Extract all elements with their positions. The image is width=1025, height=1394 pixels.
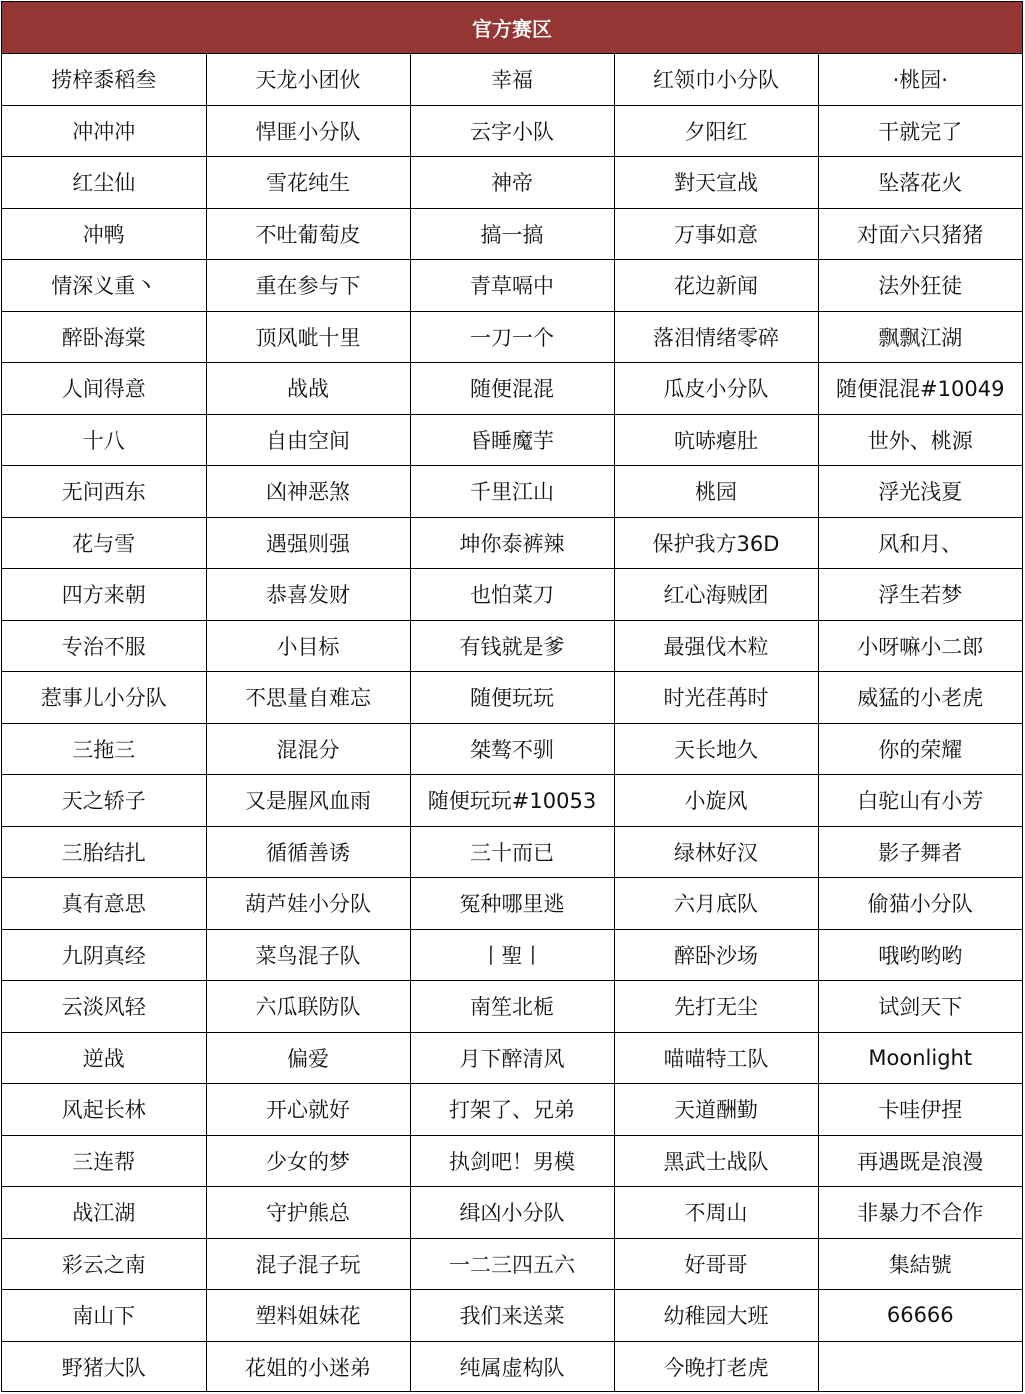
team-name-cell: 遇强则强 xyxy=(206,517,410,569)
team-name-cell: 少女的梦 xyxy=(206,1135,410,1187)
team-name-cell: 一二三四五六 xyxy=(410,1238,614,1290)
team-name-cell: 神帝 xyxy=(410,157,614,209)
table-row xyxy=(2,1135,1022,1187)
team-name-cell: 万事如意 xyxy=(614,208,818,260)
team-name-cell: 随便玩玩 xyxy=(410,672,614,724)
team-name-cell: 花与雪 xyxy=(2,517,206,569)
team-name-cell: 66666 xyxy=(818,1290,1022,1342)
table-row xyxy=(2,1084,1022,1136)
table-row xyxy=(2,826,1022,878)
team-table xyxy=(2,54,1022,1392)
team-name-cell: 红领巾小分队 xyxy=(614,54,818,105)
team-name-cell: 恭喜发财 xyxy=(206,569,410,621)
table-row xyxy=(2,981,1022,1033)
team-name-cell: 浮光浅夏 xyxy=(818,466,1022,518)
team-name-cell: 九阴真经 xyxy=(2,929,206,981)
section-title: 官方赛区 xyxy=(2,2,1022,54)
team-name-cell: 卡哇伊捏 xyxy=(818,1084,1022,1136)
team-name-cell: 天长地久 xyxy=(614,723,818,775)
team-name-cell: 不周山 xyxy=(614,1187,818,1239)
team-name-cell: 循循善诱 xyxy=(206,826,410,878)
team-name-cell: 情深义重丶 xyxy=(2,260,206,312)
team-name-cell: 天道酬勤 xyxy=(614,1084,818,1136)
team-name-cell: 白驼山有小芳 xyxy=(818,775,1022,827)
table-row xyxy=(2,260,1022,312)
team-name-cell: 有钱就是爹 xyxy=(410,620,614,672)
table-row xyxy=(2,569,1022,621)
table-row xyxy=(2,929,1022,981)
team-name-cell: 喵喵特工队 xyxy=(614,1032,818,1084)
team-name-cell: 试剑天下 xyxy=(818,981,1022,1033)
team-name-cell: 花边新闻 xyxy=(614,260,818,312)
team-name-cell: 冤种哪里逃 xyxy=(410,878,614,930)
team-name-cell: 开心就好 xyxy=(206,1084,410,1136)
team-name-cell: 彩云之南 xyxy=(2,1238,206,1290)
team-name-cell: 绿林好汉 xyxy=(614,826,818,878)
team-name-cell: 昏睡魔芋 xyxy=(410,414,614,466)
team-name-cell: 法外狂徒 xyxy=(818,260,1022,312)
team-name-cell: 风和月、 xyxy=(818,517,1022,569)
team-name-cell: 十八 xyxy=(2,414,206,466)
team-name-cell: 桀骜不驯 xyxy=(410,723,614,775)
team-name-cell: 时光荏苒时 xyxy=(614,672,818,724)
team-name-cell: 专治不服 xyxy=(2,620,206,672)
table-row xyxy=(2,414,1022,466)
table-row xyxy=(2,878,1022,930)
team-name-cell: 天之轿子 xyxy=(2,775,206,827)
team-name-cell: 又是腥风血雨 xyxy=(206,775,410,827)
team-name-cell: 逆战 xyxy=(2,1032,206,1084)
team-name-cell: 红尘仙 xyxy=(2,157,206,209)
team-name-cell: 混混分 xyxy=(206,723,410,775)
table-row xyxy=(2,672,1022,724)
table-row xyxy=(2,105,1022,157)
table-row xyxy=(2,1341,1022,1392)
team-name-cell: 花姐的小迷弟 xyxy=(206,1341,410,1392)
team-name-cell: 红心海贼团 xyxy=(614,569,818,621)
team-name-cell: 偏爱 xyxy=(206,1032,410,1084)
team-name-cell: 偷猫小分队 xyxy=(818,878,1022,930)
team-name-cell: 落泪情绪零碎 xyxy=(614,311,818,363)
table-row xyxy=(2,723,1022,775)
team-name-cell: 缉凶小分队 xyxy=(410,1187,614,1239)
team-name-cell: 无问西东 xyxy=(2,466,206,518)
team-name-cell: 葫芦娃小分队 xyxy=(206,878,410,930)
team-name-cell: 夕阳红 xyxy=(614,105,818,157)
team-name-cell: 哦哟哟哟 xyxy=(818,929,1022,981)
team-name-cell: 战战 xyxy=(206,363,410,415)
team-name-cell: 集結號 xyxy=(818,1238,1022,1290)
team-name-cell: 冲鸭 xyxy=(2,208,206,260)
team-name-cell: 你的荣耀 xyxy=(818,723,1022,775)
table-row xyxy=(2,311,1022,363)
team-name-cell: 青草嗝中 xyxy=(410,260,614,312)
team-name-cell: 三胎结扎 xyxy=(2,826,206,878)
team-name-cell: 守护熊总 xyxy=(206,1187,410,1239)
table-row xyxy=(2,157,1022,209)
team-name-cell: 纯属虚构队 xyxy=(410,1341,614,1392)
team-name-cell: 风起长林 xyxy=(2,1084,206,1136)
team-roster-sheet xyxy=(1,1,1023,1392)
team-name-cell: 打架了、兄弟 xyxy=(410,1084,614,1136)
table-row xyxy=(2,1238,1022,1290)
team-name-cell: ·桃园· xyxy=(818,54,1022,105)
team-name-cell: 也怕菜刀 xyxy=(410,569,614,621)
team-name-cell: 不思量自难忘 xyxy=(206,672,410,724)
team-name-cell: 三连帮 xyxy=(2,1135,206,1187)
team-name-cell: 三十而已 xyxy=(410,826,614,878)
table-row xyxy=(2,620,1022,672)
team-name-cell: 搞一搞 xyxy=(410,208,614,260)
team-name-cell: 干就完了 xyxy=(818,105,1022,157)
team-name-cell: 不吐葡萄皮 xyxy=(206,208,410,260)
team-name-cell: 丨聖丨 xyxy=(410,929,614,981)
table-row xyxy=(2,466,1022,518)
team-name-cell: Moonlight xyxy=(818,1032,1022,1084)
table-row xyxy=(2,54,1022,105)
team-name-cell: 对面六只猪猪 xyxy=(818,208,1022,260)
team-name-cell: 顶风呲十里 xyxy=(206,311,410,363)
table-row xyxy=(2,517,1022,569)
team-name-cell: 冲冲冲 xyxy=(2,105,206,157)
team-name-cell: 千里江山 xyxy=(410,466,614,518)
team-name-cell: 野猪大队 xyxy=(2,1341,206,1392)
team-name-cell: 黑武士战队 xyxy=(614,1135,818,1187)
team-name-cell: 惹事儿小分队 xyxy=(2,672,206,724)
team-name-cell: 世外、桃源 xyxy=(818,414,1022,466)
team-name-cell: 今晚打老虎 xyxy=(614,1341,818,1392)
team-name-cell: 南笙北栀 xyxy=(410,981,614,1033)
team-name-cell: 云淡风轻 xyxy=(2,981,206,1033)
team-name-cell: 好哥哥 xyxy=(614,1238,818,1290)
team-name-cell: 非暴力不合作 xyxy=(818,1187,1022,1239)
team-name-cell: 三拖三 xyxy=(2,723,206,775)
team-name-cell: 再遇既是浪漫 xyxy=(818,1135,1022,1187)
team-name-cell: 重在参与下 xyxy=(206,260,410,312)
table-row xyxy=(2,363,1022,415)
team-name-cell: 菜鸟混子队 xyxy=(206,929,410,981)
table-row xyxy=(2,775,1022,827)
team-name-cell: 最强伐木粒 xyxy=(614,620,818,672)
team-name-cell: 随便混混#10049 xyxy=(818,363,1022,415)
team-name-cell: 捞梓黍稻叁 xyxy=(2,54,206,105)
team-name-cell: 南山下 xyxy=(2,1290,206,1342)
team-name-cell: 我们来送菜 xyxy=(410,1290,614,1342)
team-name-cell: 保护我方36D xyxy=(614,517,818,569)
team-name-cell: 坠落花火 xyxy=(818,157,1022,209)
team-name-cell: 随便玩玩#10053 xyxy=(410,775,614,827)
team-name-cell: 塑料姐妹花 xyxy=(206,1290,410,1342)
table-row xyxy=(2,1290,1022,1342)
team-name-cell: 威猛的小老虎 xyxy=(818,672,1022,724)
team-name-cell: 一刀一个 xyxy=(410,311,614,363)
team-name-cell: 执剑吧！男模 xyxy=(410,1135,614,1187)
team-name-cell: 幸福 xyxy=(410,54,614,105)
team-name-cell xyxy=(818,1341,1022,1392)
team-name-cell: 悍匪小分队 xyxy=(206,105,410,157)
team-name-cell: 云字小队 xyxy=(410,105,614,157)
team-name-cell: 月下醉清风 xyxy=(410,1032,614,1084)
team-name-cell: 天龙小团伙 xyxy=(206,54,410,105)
table-row xyxy=(2,1032,1022,1084)
team-name-cell: 六瓜联防队 xyxy=(206,981,410,1033)
team-name-cell: 醉卧海棠 xyxy=(2,311,206,363)
team-name-cell: 凶神恶煞 xyxy=(206,466,410,518)
team-name-cell: 飘飘江湖 xyxy=(818,311,1022,363)
team-name-cell: 真有意思 xyxy=(2,878,206,930)
team-name-cell: 混子混子玩 xyxy=(206,1238,410,1290)
team-name-cell: 幼稚园大班 xyxy=(614,1290,818,1342)
team-name-cell: 坤你泰裤辣 xyxy=(410,517,614,569)
team-name-cell: 小目标 xyxy=(206,620,410,672)
team-name-cell: 小旋风 xyxy=(614,775,818,827)
table-row xyxy=(2,208,1022,260)
team-name-cell: 桃园 xyxy=(614,466,818,518)
table-row xyxy=(2,1187,1022,1239)
team-name-cell: 吭哧瘪肚 xyxy=(614,414,818,466)
team-name-cell: 人间得意 xyxy=(2,363,206,415)
team-name-cell: 战江湖 xyxy=(2,1187,206,1239)
team-name-cell: 六月底队 xyxy=(614,878,818,930)
team-name-cell: 随便混混 xyxy=(410,363,614,415)
team-name-cell: 先打无尘 xyxy=(614,981,818,1033)
team-name-cell: 對天宣战 xyxy=(614,157,818,209)
team-name-cell: 瓜皮小分队 xyxy=(614,363,818,415)
team-name-cell: 影子舞者 xyxy=(818,826,1022,878)
team-name-cell: 雪花纯生 xyxy=(206,157,410,209)
team-name-cell: 浮生若梦 xyxy=(818,569,1022,621)
team-name-cell: 醉卧沙场 xyxy=(614,929,818,981)
team-name-cell: 四方来朝 xyxy=(2,569,206,621)
team-name-cell: 小呀嘛小二郎 xyxy=(818,620,1022,672)
team-name-cell: 自由空间 xyxy=(206,414,410,466)
